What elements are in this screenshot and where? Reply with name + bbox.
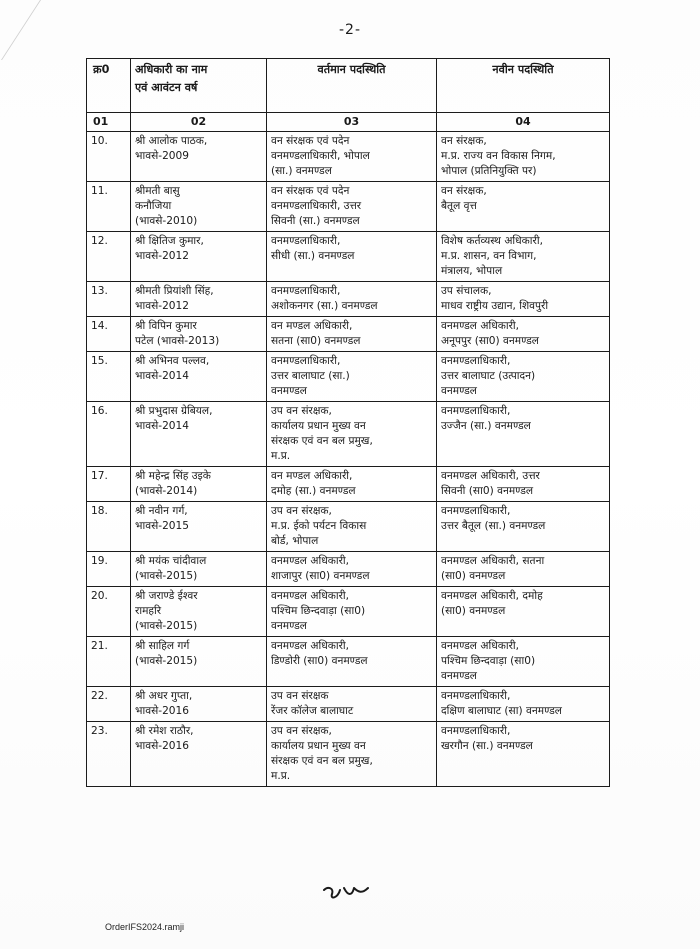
- new-posting-cell: [437, 467, 610, 502]
- new-posting-line: वनमण्डलाधिकारी,: [441, 355, 511, 367]
- new-posting-cell: [437, 722, 610, 787]
- new-posting-cell: [437, 317, 610, 352]
- new-posting-line: वन संरक्षक,: [441, 135, 487, 147]
- officer-name-line: श्रीमती प्रियांशी सिंह,: [135, 285, 214, 297]
- officer-name-line: भावसे-2015: [135, 520, 190, 532]
- serial-number-cell: 18.: [87, 502, 131, 552]
- header-officer-name-line-2: एवं आवंटन वर्ष: [135, 81, 198, 94]
- current-posting-cell: [267, 467, 437, 502]
- officer-name-line: श्री विपिन कुमार: [135, 320, 197, 332]
- table-row: [87, 232, 610, 282]
- new-posting-line: माधव राष्ट्रीय उद्यान, शिवपुरी: [441, 300, 549, 312]
- new-posting-line: वनमण्डल: [441, 385, 477, 397]
- new-posting-cell: [437, 687, 610, 722]
- officer-name-line: रामहरि: [135, 605, 162, 617]
- new-posting-line: भोपाल (प्रतिनियुक्ति पर): [441, 165, 537, 177]
- serial-number-cell: 11.: [87, 182, 131, 232]
- current-posting-line: बोर्ड, भोपाल: [271, 535, 319, 547]
- serial-number-cell: 19.: [87, 552, 131, 587]
- serial-number-cell: 15.: [87, 352, 131, 402]
- officer-name-cell: [131, 132, 267, 182]
- current-posting-line: शाजापुर (सा0) वनमण्डल: [271, 570, 370, 582]
- officer-name-cell: [131, 687, 267, 722]
- current-posting-cell: [267, 637, 437, 687]
- new-posting-line: खरगौन (सा.) वनमण्डल: [441, 740, 533, 752]
- serial-number-cell: 12.: [87, 232, 131, 282]
- current-posting-line: वन संरक्षक एवं पदेन: [271, 185, 350, 197]
- serial-number-cell: 10.: [87, 132, 131, 182]
- table-row: [87, 132, 610, 182]
- officer-name-line: भावसे-2016: [135, 705, 190, 717]
- column-number: 01: [87, 113, 131, 132]
- officer-name-line: श्री महेन्द्र सिंह उइके: [135, 470, 211, 482]
- new-posting-line: वनमण्डल अधिकारी,: [441, 640, 520, 652]
- new-posting-line: वनमण्डलाधिकारी,: [441, 725, 511, 737]
- current-posting-line: वन मण्डल अधिकारी,: [271, 470, 353, 482]
- officer-name-line: श्री जराण्डे ईश्वर: [135, 590, 198, 602]
- new-posting-line: पश्चिम छिन्दवाड़ा (सा0): [441, 655, 536, 667]
- new-posting-line: वनमण्डल: [441, 670, 477, 682]
- officer-name-cell: [131, 637, 267, 687]
- officer-name-line: भावसे-2014: [135, 420, 190, 432]
- handwritten-initials-icon: [318, 876, 378, 912]
- new-posting-line: बैतूल वृत्त: [441, 200, 477, 212]
- table-row: [87, 722, 610, 787]
- current-posting-line: वनमण्डलाधिकारी, भोपाल: [271, 150, 370, 162]
- officer-name-line: श्री आलोक पाठक,: [135, 135, 208, 147]
- new-posting-line: विशेष कर्तव्यस्थ अधिकारी,: [441, 235, 543, 247]
- current-posting-line: अशोकनगर (सा.) वनमण्डल: [271, 300, 378, 312]
- officer-name-cell: [131, 587, 267, 637]
- new-posting-line: वनमण्डलाधिकारी,: [441, 405, 511, 417]
- new-posting-line: वन संरक्षक,: [441, 185, 487, 197]
- officer-name-cell: [131, 467, 267, 502]
- new-posting-line: मंत्रालय, भोपाल: [441, 265, 503, 277]
- table-row: [87, 587, 610, 637]
- new-posting-line: (सा0) वनमण्डल: [441, 570, 506, 582]
- current-posting-cell: [267, 552, 437, 587]
- header-serial-number: [87, 59, 131, 113]
- current-posting-line: वनमण्डलाधिकारी, उत्तर: [271, 200, 362, 212]
- current-posting-line: उप वन संरक्षक,: [271, 505, 332, 517]
- current-posting-cell: [267, 502, 437, 552]
- officer-name-line: श्री नवीन गर्ग,: [135, 505, 188, 517]
- new-posting-line: उज्जैन (सा.) वनमण्डल: [441, 420, 531, 432]
- header-serial-text: क्र0: [93, 63, 110, 76]
- officer-name-line: भावसे-2014: [135, 370, 190, 382]
- officer-name-line: (भावसे-2015): [135, 620, 198, 632]
- serial-number-cell: 16.: [87, 402, 131, 467]
- footer-filename: OrderIFS2024.ramji: [105, 922, 185, 932]
- serial-number-cell: 13.: [87, 282, 131, 317]
- current-posting-line: वन मण्डल अधिकारी,: [271, 320, 353, 332]
- header-new-posting: [437, 59, 610, 113]
- table-row: [87, 502, 610, 552]
- officer-name-line: भावसे-2012: [135, 250, 190, 262]
- table-header-row: [87, 59, 610, 113]
- new-posting-cell: [437, 132, 610, 182]
- column-number: 03: [267, 113, 437, 132]
- officer-name-line: श्री प्रभुदास ग्रेबियल,: [135, 405, 213, 417]
- serial-number-cell: 21.: [87, 637, 131, 687]
- table-row: [87, 467, 610, 502]
- current-posting-line: वनमण्डल अधिकारी,: [271, 590, 350, 602]
- serial-number-cell: 17.: [87, 467, 131, 502]
- new-posting-line: उत्तर बालाघाट (उत्पादन): [441, 370, 536, 382]
- current-posting-line: वनमण्डलाधिकारी,: [271, 235, 341, 247]
- officer-name-cell: [131, 352, 267, 402]
- officer-name-line: श्री क्षितिज कुमार,: [135, 235, 204, 247]
- current-posting-line: सतना (सा0) वनमण्डल: [271, 335, 361, 347]
- column-number-row: [87, 113, 610, 132]
- new-posting-cell: [437, 552, 610, 587]
- current-posting-line: वनमण्डलाधिकारी,: [271, 355, 341, 367]
- new-posting-cell: [437, 587, 610, 637]
- new-posting-cell: [437, 502, 610, 552]
- new-posting-line: सिवनी (सा0) वनमण्डल: [441, 485, 534, 497]
- officer-name-line: श्री साहिल गर्ग: [135, 640, 190, 652]
- new-posting-line: वनमण्डलाधिकारी,: [441, 690, 511, 702]
- current-posting-line: (सा.) वनमण्डल: [271, 165, 332, 177]
- officer-name-line: पटेल (भावसे-2013): [135, 335, 220, 347]
- new-posting-line: म.प्र. शासन, वन विभाग,: [441, 250, 537, 262]
- current-posting-cell: [267, 587, 437, 637]
- officer-name-cell: [131, 182, 267, 232]
- new-posting-line: वनमण्डल अधिकारी, दमोह: [441, 590, 543, 602]
- officer-name-line: भावसे-2009: [135, 150, 190, 162]
- officer-name-line: श्रीमती बासु: [135, 185, 180, 197]
- column-number: 04: [437, 113, 610, 132]
- officer-name-line: (भावसे-2010): [135, 215, 198, 227]
- new-posting-line: उप संचालक,: [441, 285, 492, 297]
- header-officer-name-line-1: अधिकारी का नाम: [135, 63, 208, 76]
- current-posting-line: उप वन संरक्षक,: [271, 405, 332, 417]
- table-row: [87, 182, 610, 232]
- posting-table: [86, 58, 610, 787]
- current-posting-line: पश्चिम छिन्दवाड़ा (सा0): [271, 605, 366, 617]
- new-posting-line: (सा0) वनमण्डल: [441, 605, 506, 617]
- current-posting-line: म.प्र.: [271, 770, 291, 782]
- current-posting-line: वनमण्डल: [271, 385, 307, 397]
- officer-name-line: (भावसे-2014): [135, 485, 198, 497]
- new-posting-cell: [437, 232, 610, 282]
- serial-number-cell: 20.: [87, 587, 131, 637]
- new-posting-line: वनमण्डल अधिकारी, उत्तर: [441, 470, 540, 482]
- new-posting-line: वनमण्डलाधिकारी,: [441, 505, 511, 517]
- page-number: -2-: [338, 22, 361, 38]
- officer-name-cell: [131, 402, 267, 467]
- table-row: [87, 637, 610, 687]
- current-posting-cell: [267, 317, 437, 352]
- current-posting-line: म.प्र.: [271, 450, 291, 462]
- new-posting-cell: [437, 282, 610, 317]
- serial-number-cell: 22.: [87, 687, 131, 722]
- table-row: [87, 317, 610, 352]
- officer-name-line: (भावसे-2015): [135, 655, 198, 667]
- officer-name-cell: [131, 722, 267, 787]
- officer-name-cell: [131, 502, 267, 552]
- new-posting-line: अनूपपुर (सा0) वनमण्डल: [441, 335, 539, 347]
- current-posting-cell: [267, 232, 437, 282]
- current-posting-line: वनमण्डल: [271, 620, 307, 632]
- current-posting-cell: [267, 402, 437, 467]
- current-posting-line: वनमण्डलाधिकारी,: [271, 285, 341, 297]
- officer-name-line: श्री रमेश राठौर,: [135, 725, 194, 737]
- header-new-posting-text: नवीन पदस्थिति: [492, 63, 554, 76]
- new-posting-cell: [437, 637, 610, 687]
- table-row: [87, 352, 610, 402]
- header-current-posting-text: वर्तमान पदस्थिति: [317, 63, 386, 76]
- current-posting-line: वन संरक्षक एवं पदेन: [271, 135, 350, 147]
- current-posting-line: म.प्र. ईको पर्यटन विकास: [271, 520, 367, 532]
- officer-name-line: श्री अधर गुप्ता,: [135, 690, 193, 702]
- current-posting-line: उत्तर बालाघाट (सा.): [271, 370, 350, 382]
- current-posting-line: उप वन संरक्षक,: [271, 725, 332, 737]
- current-posting-cell: [267, 352, 437, 402]
- table-row: [87, 687, 610, 722]
- table-body: [87, 132, 610, 787]
- current-posting-line: संरक्षक एवं वन बल प्रमुख,: [271, 435, 373, 447]
- new-posting-line: दक्षिण बालाघाट (सा) वनमण्डल: [441, 705, 562, 717]
- current-posting-cell: [267, 722, 437, 787]
- table-row: [87, 402, 610, 467]
- new-posting-cell: [437, 402, 610, 467]
- current-posting-cell: [267, 132, 437, 182]
- officer-name-cell: [131, 317, 267, 352]
- officer-name-line: श्री अभिनव पल्लव,: [135, 355, 210, 367]
- officer-name-cell: [131, 552, 267, 587]
- new-posting-cell: [437, 182, 610, 232]
- officer-name-cell: [131, 282, 267, 317]
- serial-number-cell: 23.: [87, 722, 131, 787]
- officer-name-line: श्री मयंक चांदीवाल: [135, 555, 207, 567]
- new-posting-line: उत्तर बैतूल (सा.) वनमण्डल: [441, 520, 546, 532]
- current-posting-line: वनमण्डल अधिकारी,: [271, 555, 350, 567]
- table-row: [87, 552, 610, 587]
- new-posting-line: वनमण्डल अधिकारी,: [441, 320, 520, 332]
- officer-name-line: (भावसे-2015): [135, 570, 198, 582]
- current-posting-line: उप वन संरक्षक: [271, 690, 329, 702]
- current-posting-cell: [267, 182, 437, 232]
- header-officer-name: [131, 59, 267, 113]
- column-number: 02: [131, 113, 267, 132]
- current-posting-line: सिवनी (सा.) वनमण्डल: [271, 215, 360, 227]
- new-posting-cell: [437, 352, 610, 402]
- new-posting-line: म.प्र. राज्य वन विकास निगम,: [441, 150, 556, 162]
- current-posting-line: रेंजर कॉलेज बालाघाट: [271, 705, 354, 717]
- header-current-posting: [267, 59, 437, 113]
- current-posting-line: कार्यालय प्रधान मुख्य वन: [271, 740, 366, 752]
- officer-name-line: भावसे-2016: [135, 740, 190, 752]
- new-posting-line: वनमण्डल अधिकारी, सतना: [441, 555, 545, 567]
- officer-name-line: कनौजिया: [135, 200, 172, 212]
- current-posting-cell: [267, 687, 437, 722]
- current-posting-line: डिण्डोरी (सा0) वनमण्डल: [271, 655, 368, 667]
- serial-number-cell: 14.: [87, 317, 131, 352]
- current-posting-line: सीधी (सा.) वनमण्डल: [271, 250, 355, 262]
- table-row: [87, 282, 610, 317]
- current-posting-line: दमोह (सा.) वनमण्डल: [271, 485, 356, 497]
- current-posting-line: वनमण्डल अधिकारी,: [271, 640, 350, 652]
- officer-name-cell: [131, 232, 267, 282]
- current-posting-cell: [267, 282, 437, 317]
- current-posting-line: संरक्षक एवं वन बल प्रमुख,: [271, 755, 373, 767]
- officer-name-line: भावसे-2012: [135, 300, 190, 312]
- current-posting-line: कार्यालय प्रधान मुख्य वन: [271, 420, 366, 432]
